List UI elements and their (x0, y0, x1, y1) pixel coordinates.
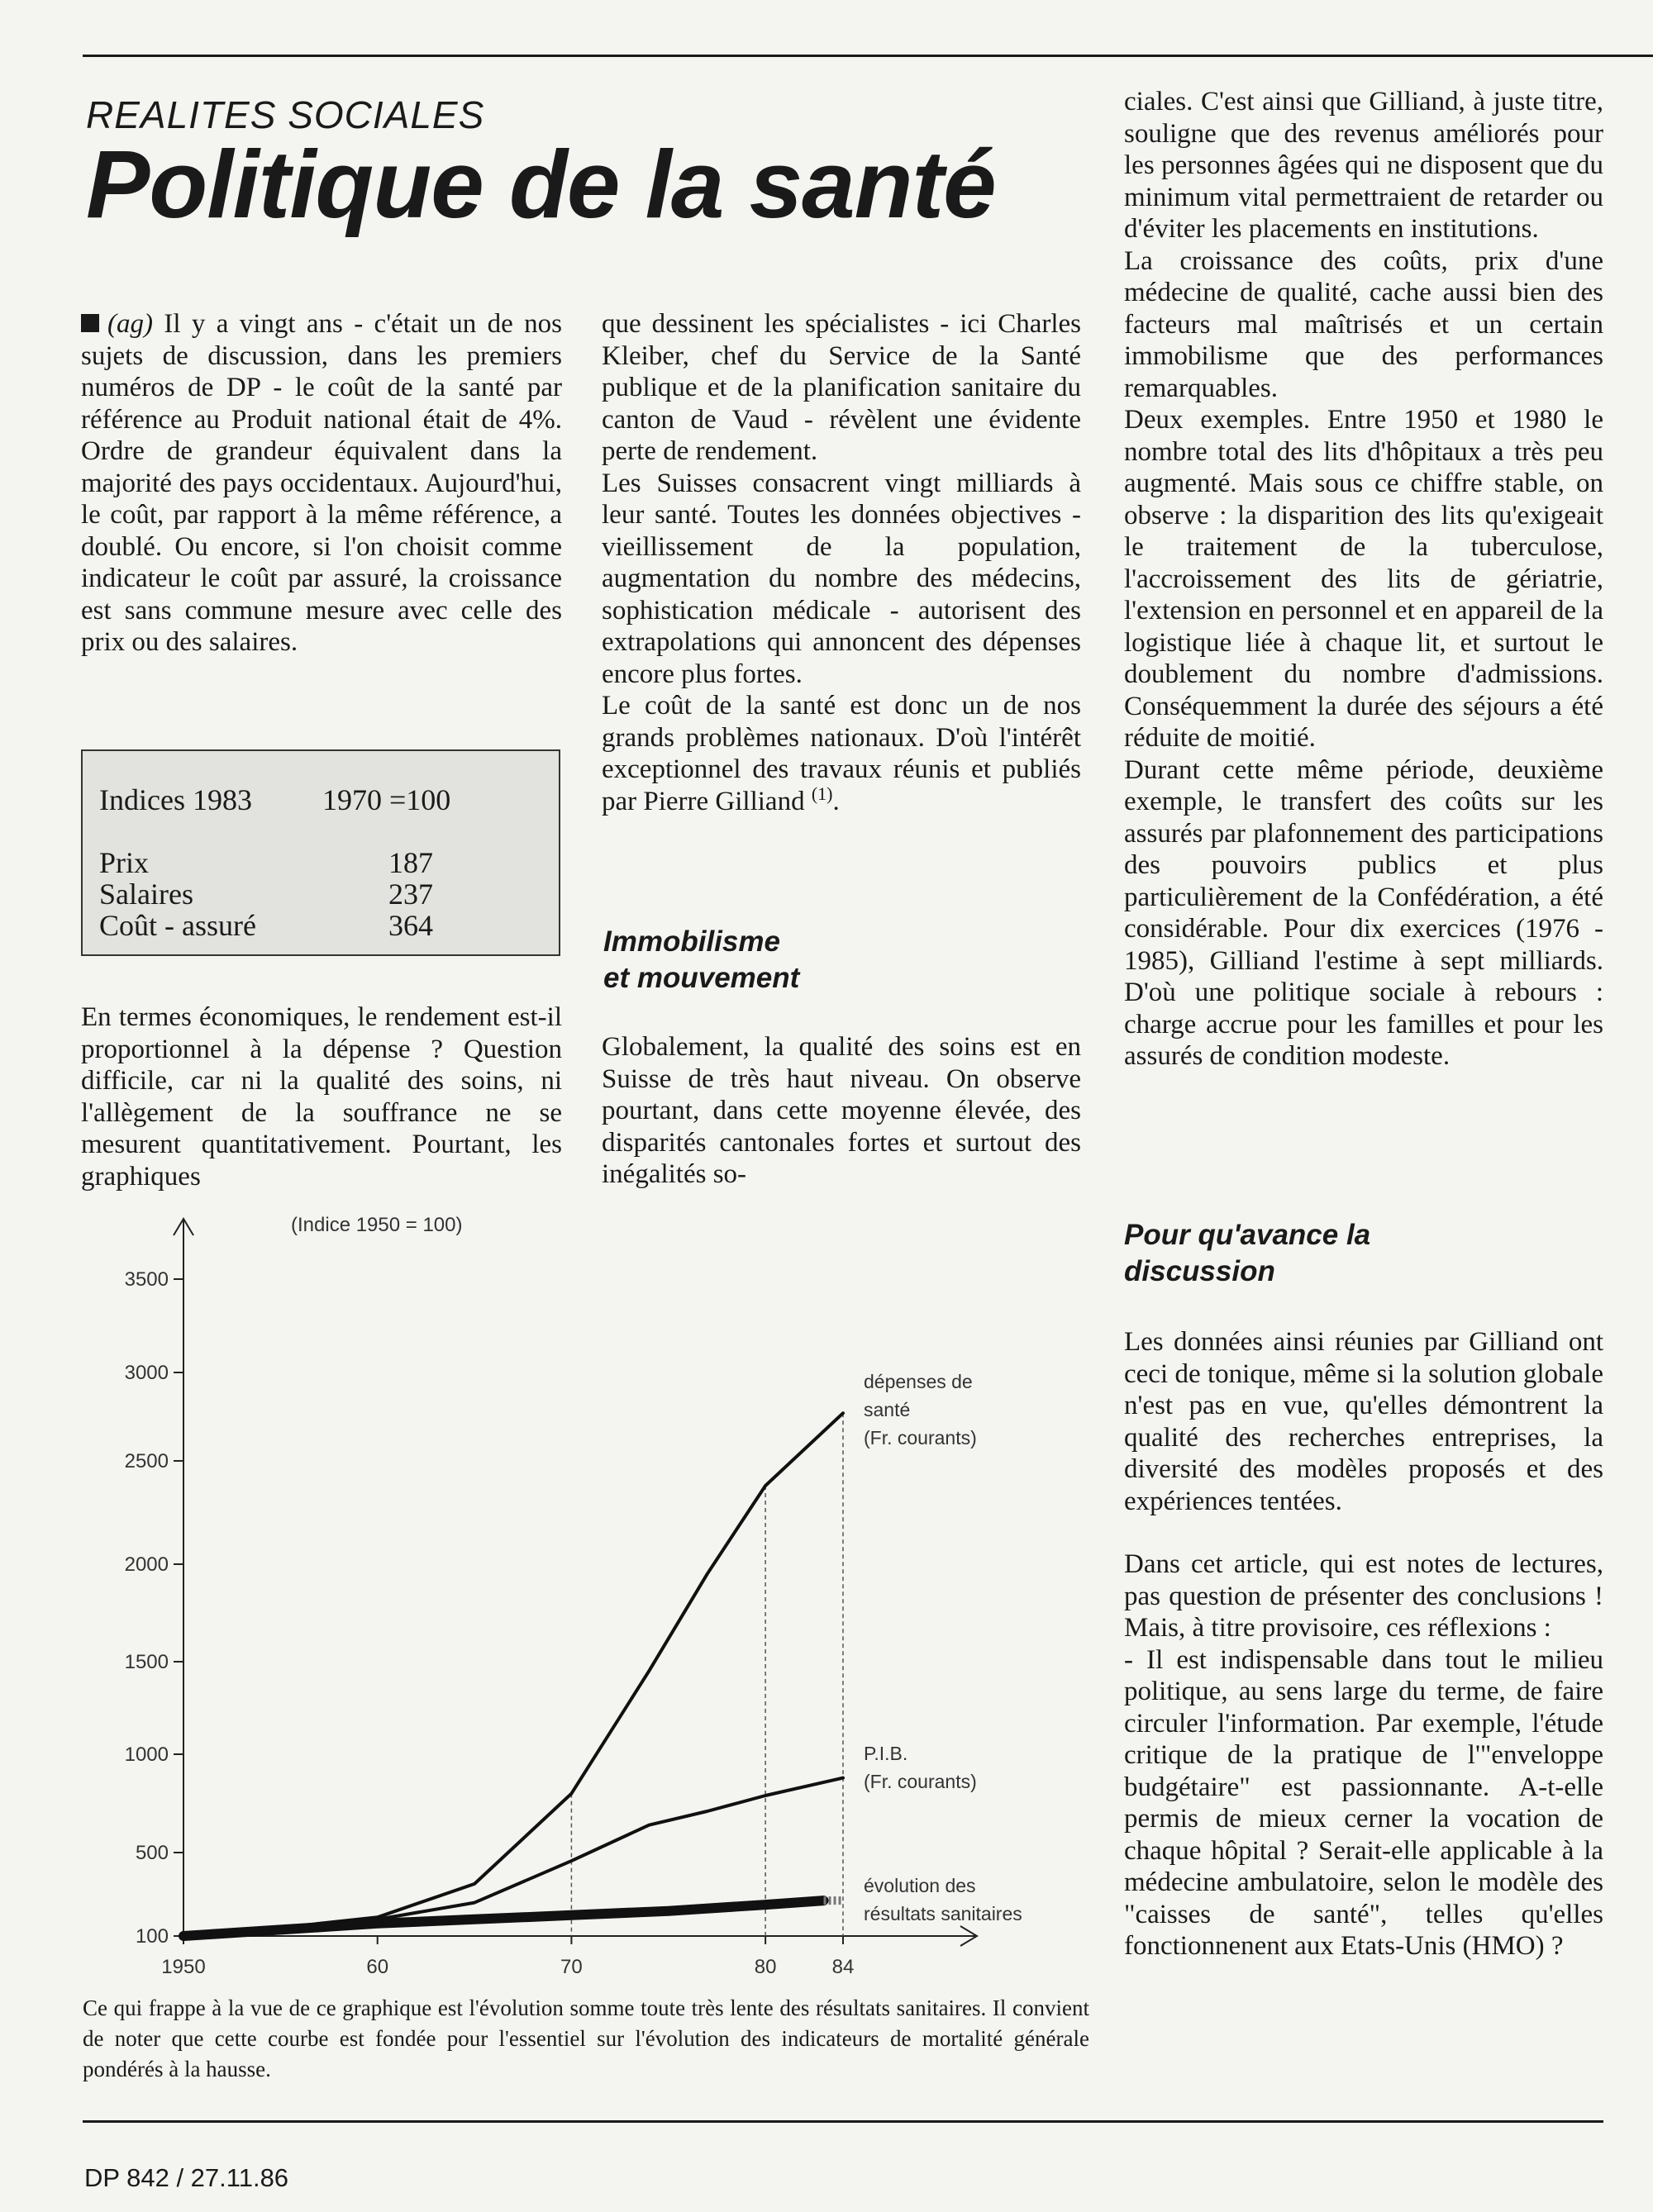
x-tick-label: 1950 (161, 1956, 206, 1978)
bottom-rule (83, 2120, 1603, 2123)
series-label: P.I.B. (864, 1743, 908, 1764)
body-text: Le coût de la santé est donc un de nos grands problèmes nationaux. D'où l'intérêt exceptionnel des travaux réunis et publiés par Pierre Gilliand (602, 691, 1081, 816)
table-row-value: 364 (388, 909, 433, 942)
table-row-value: 237 (388, 878, 433, 911)
health-cost-line-chart (0, 1206, 1099, 1983)
body-paragraph: - Il est indispensable dans tout le milieu politique, au sens large du terme, de faire circuler l'information. Par exemple, l'étude critique de la pratique de l'"enveloppe budgétaire" est passionnante. A-t-elle permis de mieux cerner la vocation de chaque hôpital ? Serait-elle applicable à la médecine ambulatoire, selon le modèle des "caisses de santé", telles qu'elles fonctionnenent aux Etats-Unis (HMO) ? (1124, 1644, 1603, 1961)
body-paragraph: La croissance des coûts, prix d'une médecine de qualité, cache aussi bien des facteurs mal maîtrisés et un certain immobilisme que des performances remarquables. (1124, 245, 1603, 403)
series-line (183, 1778, 843, 1936)
column-2-continued (602, 1031, 1081, 1191)
column-3-continued (1124, 1326, 1603, 1962)
table-row-value: 187 (388, 846, 433, 879)
series-label: (Fr. courants) (864, 1427, 977, 1449)
x-tick-label: 70 (560, 1956, 583, 1978)
series-label: santé (864, 1399, 911, 1420)
square-bullet-icon (81, 314, 99, 332)
series-label: dépenses de (864, 1371, 973, 1392)
subhead-line: discussion (1124, 1255, 1275, 1287)
series-label: (Fr. courants) (864, 1771, 977, 1792)
chart-caption: Ce qui frappe à la vue de ce graphique est l'évolution somme toute très lente des résultats sanitaires. Il convient de noter que cette courbe est fondée pour l'essentiel sur l'évolution des indicateurs de mortalité générale pondérés à la hausse. (83, 1996, 1089, 2081)
table-row-label: Coût - assuré (99, 909, 256, 942)
y-tick-label: 100 (135, 1925, 169, 1948)
table-base: 1970 =100 (322, 783, 451, 816)
y-tick-label: 500 (135, 1842, 169, 1864)
series-label: évolution des (864, 1875, 976, 1896)
body-text: . (832, 786, 840, 816)
body-paragraph: ciales. C'est ainsi que Gilliand, à juste titre, souligne que des revenus améliorés pour les personnes âgées qui ne disposent que du minimum vital permettraient de retarder ou d'éviter les placements en institutions. (1124, 87, 1603, 244)
table-row-label: Prix (99, 846, 150, 879)
y-tick-label: 2000 (124, 1553, 169, 1576)
issue-footer: DP 842 / 27.11.86 (84, 2163, 289, 2192)
author-initials: (ag) (107, 309, 153, 339)
subhead-line: et mouvement (603, 962, 800, 994)
body-paragraph: Globalement, la qualité des soins est en Suisse de très haut niveau. On observe pourtant, dans cette moyenne élevée, des disparités cantonales fortes et surtout des inégalités so- (602, 1032, 1081, 1189)
y-tick-label: 1000 (124, 1743, 169, 1766)
column-3 (1124, 86, 1603, 1073)
table-row-label: Salaires (99, 878, 193, 911)
series-line (183, 1413, 843, 1936)
body-paragraph: Dans cet article, qui est notes de lectures, pas question de présenter des conclusions ! Mais, à titre provisoire, ces réflexions : (1124, 1549, 1603, 1643)
x-tick-label: 84 (831, 1956, 855, 1978)
series-line (183, 1900, 824, 1936)
subhead-immobilisme (603, 924, 799, 997)
subhead-discussion (1124, 1217, 1370, 1290)
y-tick-label: 2500 (124, 1450, 169, 1472)
article-title: Politique de la santé (86, 131, 996, 238)
top-rule (83, 55, 1653, 57)
column-1-intro (81, 308, 562, 659)
intro-text: Il y a vingt ans - c'était un de nos sujets de discussion, dans les premiers numéros de DP - le coût de la santé par référence au Produit national était de 4%. Ordre de grandeur équivalent dans la majorité des pays occidentaux. Aujourd'hui, le coût, par rapport à la même référence, a doublé. Ou encore, si l'on choisit comme indicateur le coût par assuré, la croissance est sans commune mesure avec celle des prix ou des salaires. (81, 309, 562, 657)
y-tick-label: 3000 (124, 1362, 169, 1384)
body-paragraph (602, 690, 1081, 817)
body-paragraph: Durant cette même période, deuxième exemple, le transfert des coûts sur les assurés par plafonnement des participations des pouvoirs publics et plus particulièrement de la Confédération, a été considérable. Pour dix exercices (1976 - 1985), Gilliand l'estime à sept milliards. D'où une politique sociale à rebours : charge accrue pour les familles et pour les assurés de condition modeste. (1124, 754, 1603, 1071)
body-paragraph: Les Suisses consacrent vingt milliards à leur santé. Toutes les données objectives - vieillissement de la population, augmentation du nombre des médecins, sophistication médicale - autorisent des extrapolations qui annoncent des dépenses encore plus fortes. (602, 468, 1081, 689)
column-2 (602, 308, 1081, 817)
intro-paragraph (81, 308, 562, 659)
body-paragraph: En termes économiques, le rendement est-il proportionnel à la dépense ? Question difficile, car ni la qualité des soins, ni l'allègement de la souffrance ne se mesurent quantitativement. Pourtant, les graphiques (81, 1002, 562, 1192)
indices-table (81, 749, 560, 956)
x-tick-label: 60 (366, 1956, 389, 1978)
column-1-continued (81, 1001, 562, 1192)
series-label: résultats sanitaires (864, 1903, 1022, 1924)
subhead-line: Pour qu'avance la (1124, 1219, 1371, 1251)
footnote-marker: (1) (811, 783, 833, 804)
subhead-line: Immobilisme (603, 925, 780, 958)
section-kicker: REALITES SOCIALES (86, 93, 485, 136)
body-paragraph: Deux exemples. Entre 1950 et 1980 le nombre total des lits d'hôpitaux a très peu augmenté. Mais sous ce chiffre stable, on observe : la disparition des lits qu'exigeait le traitement de la tuberculose, l'accroissement des lits de gériatrie, l'extension en personnel et en appareil de la logistique liée à chaque lit, et surtout le doublement du nombre d'admissions. Conséquemment la durée des séjours a été réduite de moitié. (1124, 405, 1603, 753)
table-title: Indices 1983 (99, 783, 252, 816)
chart-title: (Indice 1950 = 100) (291, 1214, 463, 1236)
x-tick-label: 80 (754, 1956, 777, 1978)
body-paragraph: Les données ainsi réunies par Gilliand ont ceci de tonique, même si la solution globale n'est pas en vue, qu'elles démontrent la qualité des recherches entreprises, la diversité des modèles proposés et des expériences tentées. (1124, 1327, 1603, 1516)
y-tick-label: 1500 (124, 1651, 169, 1673)
body-paragraph: que dessinent les spécialistes - ici Charles Kleiber, chef du Service de la Santé publique et de la planification sanitaire du canton de Vaud - révèlent une évidente perte de rendement. (602, 309, 1081, 466)
y-tick-label: 3500 (124, 1268, 169, 1291)
